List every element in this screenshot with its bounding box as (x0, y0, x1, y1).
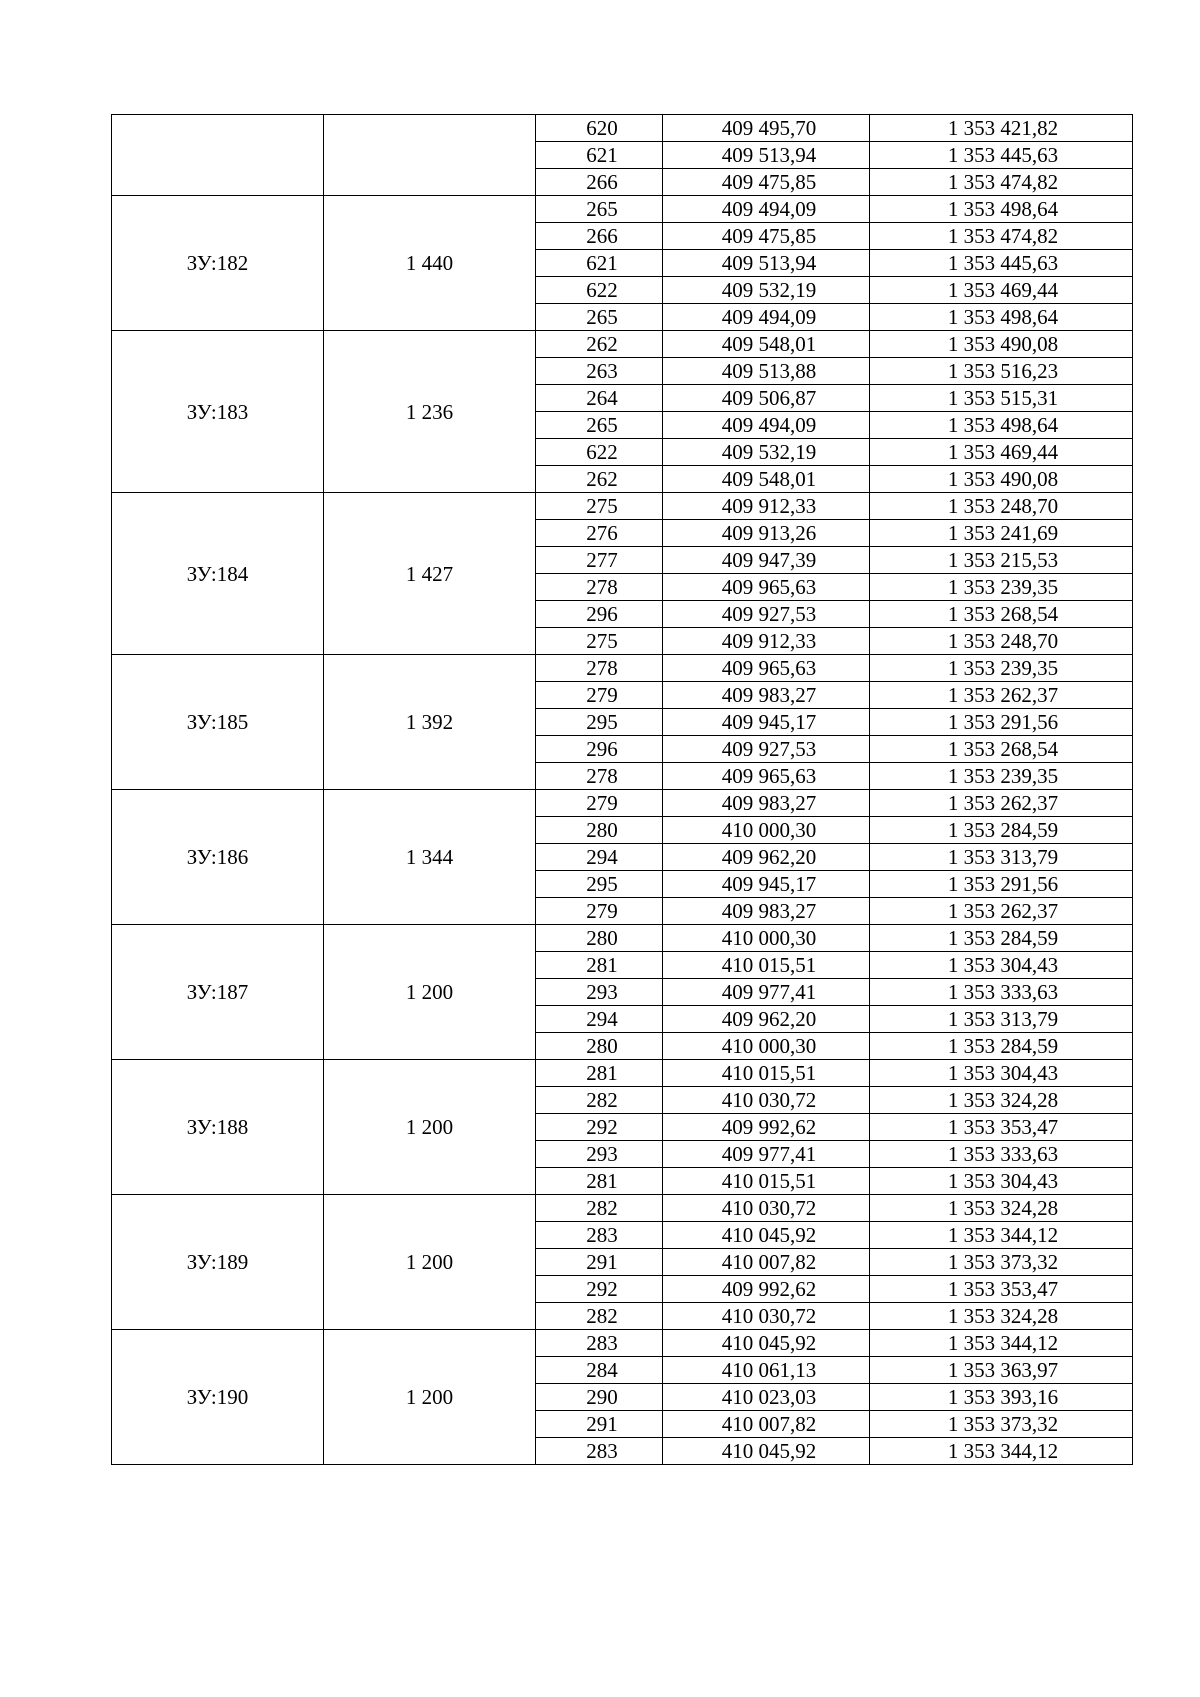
y-coordinate-cell: 1 353 353,47 (870, 1276, 1133, 1303)
y-coordinate-cell: 1 353 474,82 (870, 169, 1133, 196)
parcel-area-cell: 1 200 (324, 925, 536, 1060)
y-coordinate-cell: 1 353 393,16 (870, 1384, 1133, 1411)
y-coordinate-cell: 1 353 469,44 (870, 277, 1133, 304)
y-coordinate-cell: 1 353 241,69 (870, 520, 1133, 547)
point-number-cell: 266 (536, 223, 663, 250)
x-coordinate-cell: 410 030,72 (663, 1087, 870, 1114)
x-coordinate-cell: 410 000,30 (663, 817, 870, 844)
table-row (112, 1195, 1133, 1222)
parcel-name-cell: ЗУ:186 (112, 790, 324, 925)
parcel-name-cell: ЗУ:185 (112, 655, 324, 790)
point-number-cell: 275 (536, 628, 663, 655)
parcel-area-cell: 1 236 (324, 331, 536, 493)
y-coordinate-cell: 1 353 353,47 (870, 1114, 1133, 1141)
x-coordinate-cell: 410 061,13 (663, 1357, 870, 1384)
point-number-cell: 296 (536, 601, 663, 628)
y-coordinate-cell: 1 353 262,37 (870, 898, 1133, 925)
y-coordinate-cell: 1 353 474,82 (870, 223, 1133, 250)
x-coordinate-cell: 410 045,92 (663, 1330, 870, 1357)
table-row (112, 790, 1133, 817)
x-coordinate-cell: 410 015,51 (663, 1168, 870, 1195)
table-row (112, 115, 1133, 142)
y-coordinate-cell: 1 353 445,63 (870, 142, 1133, 169)
x-coordinate-cell: 409 965,63 (663, 574, 870, 601)
point-number-cell: 264 (536, 385, 663, 412)
x-coordinate-cell: 409 983,27 (663, 682, 870, 709)
point-number-cell: 294 (536, 1006, 663, 1033)
point-number-cell: 620 (536, 115, 663, 142)
y-coordinate-cell: 1 353 215,53 (870, 547, 1133, 574)
x-coordinate-cell: 409 506,87 (663, 385, 870, 412)
point-number-cell: 280 (536, 817, 663, 844)
x-coordinate-cell: 409 947,39 (663, 547, 870, 574)
point-number-cell: 290 (536, 1384, 663, 1411)
y-coordinate-cell: 1 353 498,64 (870, 412, 1133, 439)
parcel-area-cell: 1 200 (324, 1195, 536, 1330)
point-number-cell: 295 (536, 871, 663, 898)
point-number-cell: 293 (536, 979, 663, 1006)
y-coordinate-cell: 1 353 333,63 (870, 979, 1133, 1006)
y-coordinate-cell: 1 353 498,64 (870, 304, 1133, 331)
x-coordinate-cell: 409 494,09 (663, 196, 870, 223)
x-coordinate-cell: 409 927,53 (663, 736, 870, 763)
x-coordinate-cell: 410 015,51 (663, 952, 870, 979)
y-coordinate-cell: 1 353 304,43 (870, 1060, 1133, 1087)
point-number-cell: 622 (536, 439, 663, 466)
x-coordinate-cell: 409 962,20 (663, 844, 870, 871)
y-coordinate-cell: 1 353 516,23 (870, 358, 1133, 385)
x-coordinate-cell: 409 548,01 (663, 331, 870, 358)
parcel-area-cell: 1 427 (324, 493, 536, 655)
x-coordinate-cell: 409 977,41 (663, 1141, 870, 1168)
parcel-area-cell: 1 392 (324, 655, 536, 790)
x-coordinate-cell: 409 962,20 (663, 1006, 870, 1033)
y-coordinate-cell: 1 353 284,59 (870, 925, 1133, 952)
x-coordinate-cell: 409 913,26 (663, 520, 870, 547)
point-number-cell: 265 (536, 412, 663, 439)
parcel-name-cell: ЗУ:184 (112, 493, 324, 655)
point-number-cell: 283 (536, 1222, 663, 1249)
point-number-cell: 284 (536, 1357, 663, 1384)
point-number-cell: 283 (536, 1330, 663, 1357)
y-coordinate-cell: 1 353 304,43 (870, 952, 1133, 979)
parcel-area-cell: 1 440 (324, 196, 536, 331)
y-coordinate-cell: 1 353 344,12 (870, 1222, 1133, 1249)
y-coordinate-cell: 1 353 262,37 (870, 682, 1133, 709)
y-coordinate-cell: 1 353 324,28 (870, 1195, 1133, 1222)
y-coordinate-cell: 1 353 363,97 (870, 1357, 1133, 1384)
parcel-name-cell: ЗУ:190 (112, 1330, 324, 1465)
y-coordinate-cell: 1 353 291,56 (870, 871, 1133, 898)
y-coordinate-cell: 1 353 239,35 (870, 763, 1133, 790)
x-coordinate-cell: 409 912,33 (663, 628, 870, 655)
point-number-cell: 265 (536, 304, 663, 331)
x-coordinate-cell: 410 023,03 (663, 1384, 870, 1411)
parcel-area-cell (324, 115, 536, 196)
table-row (112, 1060, 1133, 1087)
table-row (112, 196, 1133, 223)
table-row (112, 331, 1133, 358)
x-coordinate-cell: 410 000,30 (663, 1033, 870, 1060)
point-number-cell: 291 (536, 1249, 663, 1276)
y-coordinate-cell: 1 353 313,79 (870, 844, 1133, 871)
point-number-cell: 276 (536, 520, 663, 547)
x-coordinate-cell: 409 992,62 (663, 1114, 870, 1141)
x-coordinate-cell: 409 495,70 (663, 115, 870, 142)
table-row (112, 493, 1133, 520)
x-coordinate-cell: 409 548,01 (663, 466, 870, 493)
x-coordinate-cell: 410 007,82 (663, 1249, 870, 1276)
x-coordinate-cell: 409 965,63 (663, 763, 870, 790)
y-coordinate-cell: 1 353 239,35 (870, 574, 1133, 601)
y-coordinate-cell: 1 353 421,82 (870, 115, 1133, 142)
y-coordinate-cell: 1 353 268,54 (870, 601, 1133, 628)
point-number-cell: 262 (536, 466, 663, 493)
x-coordinate-cell: 409 983,27 (663, 898, 870, 925)
y-coordinate-cell: 1 353 268,54 (870, 736, 1133, 763)
y-coordinate-cell: 1 353 291,56 (870, 709, 1133, 736)
point-number-cell: 294 (536, 844, 663, 871)
point-number-cell: 621 (536, 250, 663, 277)
y-coordinate-cell: 1 353 239,35 (870, 655, 1133, 682)
y-coordinate-cell: 1 353 324,28 (870, 1303, 1133, 1330)
x-coordinate-cell: 409 912,33 (663, 493, 870, 520)
x-coordinate-cell: 409 513,94 (663, 250, 870, 277)
x-coordinate-cell: 410 045,92 (663, 1222, 870, 1249)
x-coordinate-cell: 409 992,62 (663, 1276, 870, 1303)
point-number-cell: 266 (536, 169, 663, 196)
y-coordinate-cell: 1 353 373,32 (870, 1249, 1133, 1276)
y-coordinate-cell: 1 353 284,59 (870, 817, 1133, 844)
y-coordinate-cell: 1 353 262,37 (870, 790, 1133, 817)
point-number-cell: 262 (536, 331, 663, 358)
y-coordinate-cell: 1 353 313,79 (870, 1006, 1133, 1033)
y-coordinate-cell: 1 353 469,44 (870, 439, 1133, 466)
point-number-cell: 280 (536, 925, 663, 952)
point-number-cell: 622 (536, 277, 663, 304)
point-number-cell: 295 (536, 709, 663, 736)
parcel-name-cell: ЗУ:182 (112, 196, 324, 331)
y-coordinate-cell: 1 353 344,12 (870, 1330, 1133, 1357)
coordinates-table (111, 114, 1133, 1465)
x-coordinate-cell: 410 045,92 (663, 1438, 870, 1465)
point-number-cell: 278 (536, 655, 663, 682)
x-coordinate-cell: 410 000,30 (663, 925, 870, 952)
point-number-cell: 279 (536, 898, 663, 925)
y-coordinate-cell: 1 353 324,28 (870, 1087, 1133, 1114)
x-coordinate-cell: 409 532,19 (663, 277, 870, 304)
point-number-cell: 277 (536, 547, 663, 574)
x-coordinate-cell: 409 945,17 (663, 871, 870, 898)
point-number-cell: 292 (536, 1114, 663, 1141)
x-coordinate-cell: 409 513,94 (663, 142, 870, 169)
coordinates-table-body (112, 115, 1133, 1465)
point-number-cell: 282 (536, 1195, 663, 1222)
x-coordinate-cell: 409 945,17 (663, 709, 870, 736)
parcel-name-cell: ЗУ:188 (112, 1060, 324, 1195)
point-number-cell: 283 (536, 1438, 663, 1465)
x-coordinate-cell: 410 030,72 (663, 1195, 870, 1222)
x-coordinate-cell: 409 983,27 (663, 790, 870, 817)
table-row (112, 925, 1133, 952)
point-number-cell: 278 (536, 574, 663, 601)
point-number-cell: 265 (536, 196, 663, 223)
x-coordinate-cell: 409 475,85 (663, 223, 870, 250)
y-coordinate-cell: 1 353 333,63 (870, 1141, 1133, 1168)
x-coordinate-cell: 410 015,51 (663, 1060, 870, 1087)
x-coordinate-cell: 409 475,85 (663, 169, 870, 196)
parcel-area-cell: 1 344 (324, 790, 536, 925)
point-number-cell: 263 (536, 358, 663, 385)
parcel-name-cell (112, 115, 324, 196)
y-coordinate-cell: 1 353 373,32 (870, 1411, 1133, 1438)
x-coordinate-cell: 409 977,41 (663, 979, 870, 1006)
x-coordinate-cell: 410 030,72 (663, 1303, 870, 1330)
y-coordinate-cell: 1 353 248,70 (870, 628, 1133, 655)
parcel-area-cell: 1 200 (324, 1330, 536, 1465)
point-number-cell: 281 (536, 952, 663, 979)
table-row (112, 655, 1133, 682)
point-number-cell: 296 (536, 736, 663, 763)
point-number-cell: 281 (536, 1060, 663, 1087)
point-number-cell: 292 (536, 1276, 663, 1303)
y-coordinate-cell: 1 353 498,64 (870, 196, 1133, 223)
table-row (112, 1330, 1133, 1357)
x-coordinate-cell: 410 007,82 (663, 1411, 870, 1438)
y-coordinate-cell: 1 353 445,63 (870, 250, 1133, 277)
y-coordinate-cell: 1 353 490,08 (870, 466, 1133, 493)
point-number-cell: 281 (536, 1168, 663, 1195)
y-coordinate-cell: 1 353 344,12 (870, 1438, 1133, 1465)
point-number-cell: 621 (536, 142, 663, 169)
point-number-cell: 280 (536, 1033, 663, 1060)
x-coordinate-cell: 409 513,88 (663, 358, 870, 385)
point-number-cell: 293 (536, 1141, 663, 1168)
x-coordinate-cell: 409 927,53 (663, 601, 870, 628)
parcel-name-cell: ЗУ:187 (112, 925, 324, 1060)
y-coordinate-cell: 1 353 304,43 (870, 1168, 1133, 1195)
point-number-cell: 278 (536, 763, 663, 790)
parcel-area-cell: 1 200 (324, 1060, 536, 1195)
y-coordinate-cell: 1 353 515,31 (870, 385, 1133, 412)
y-coordinate-cell: 1 353 284,59 (870, 1033, 1133, 1060)
point-number-cell: 279 (536, 790, 663, 817)
x-coordinate-cell: 409 494,09 (663, 304, 870, 331)
point-number-cell: 282 (536, 1087, 663, 1114)
y-coordinate-cell: 1 353 490,08 (870, 331, 1133, 358)
parcel-name-cell: ЗУ:183 (112, 331, 324, 493)
point-number-cell: 282 (536, 1303, 663, 1330)
point-number-cell: 279 (536, 682, 663, 709)
parcel-name-cell: ЗУ:189 (112, 1195, 324, 1330)
x-coordinate-cell: 409 965,63 (663, 655, 870, 682)
y-coordinate-cell: 1 353 248,70 (870, 493, 1133, 520)
point-number-cell: 291 (536, 1411, 663, 1438)
x-coordinate-cell: 409 532,19 (663, 439, 870, 466)
point-number-cell: 275 (536, 493, 663, 520)
x-coordinate-cell: 409 494,09 (663, 412, 870, 439)
